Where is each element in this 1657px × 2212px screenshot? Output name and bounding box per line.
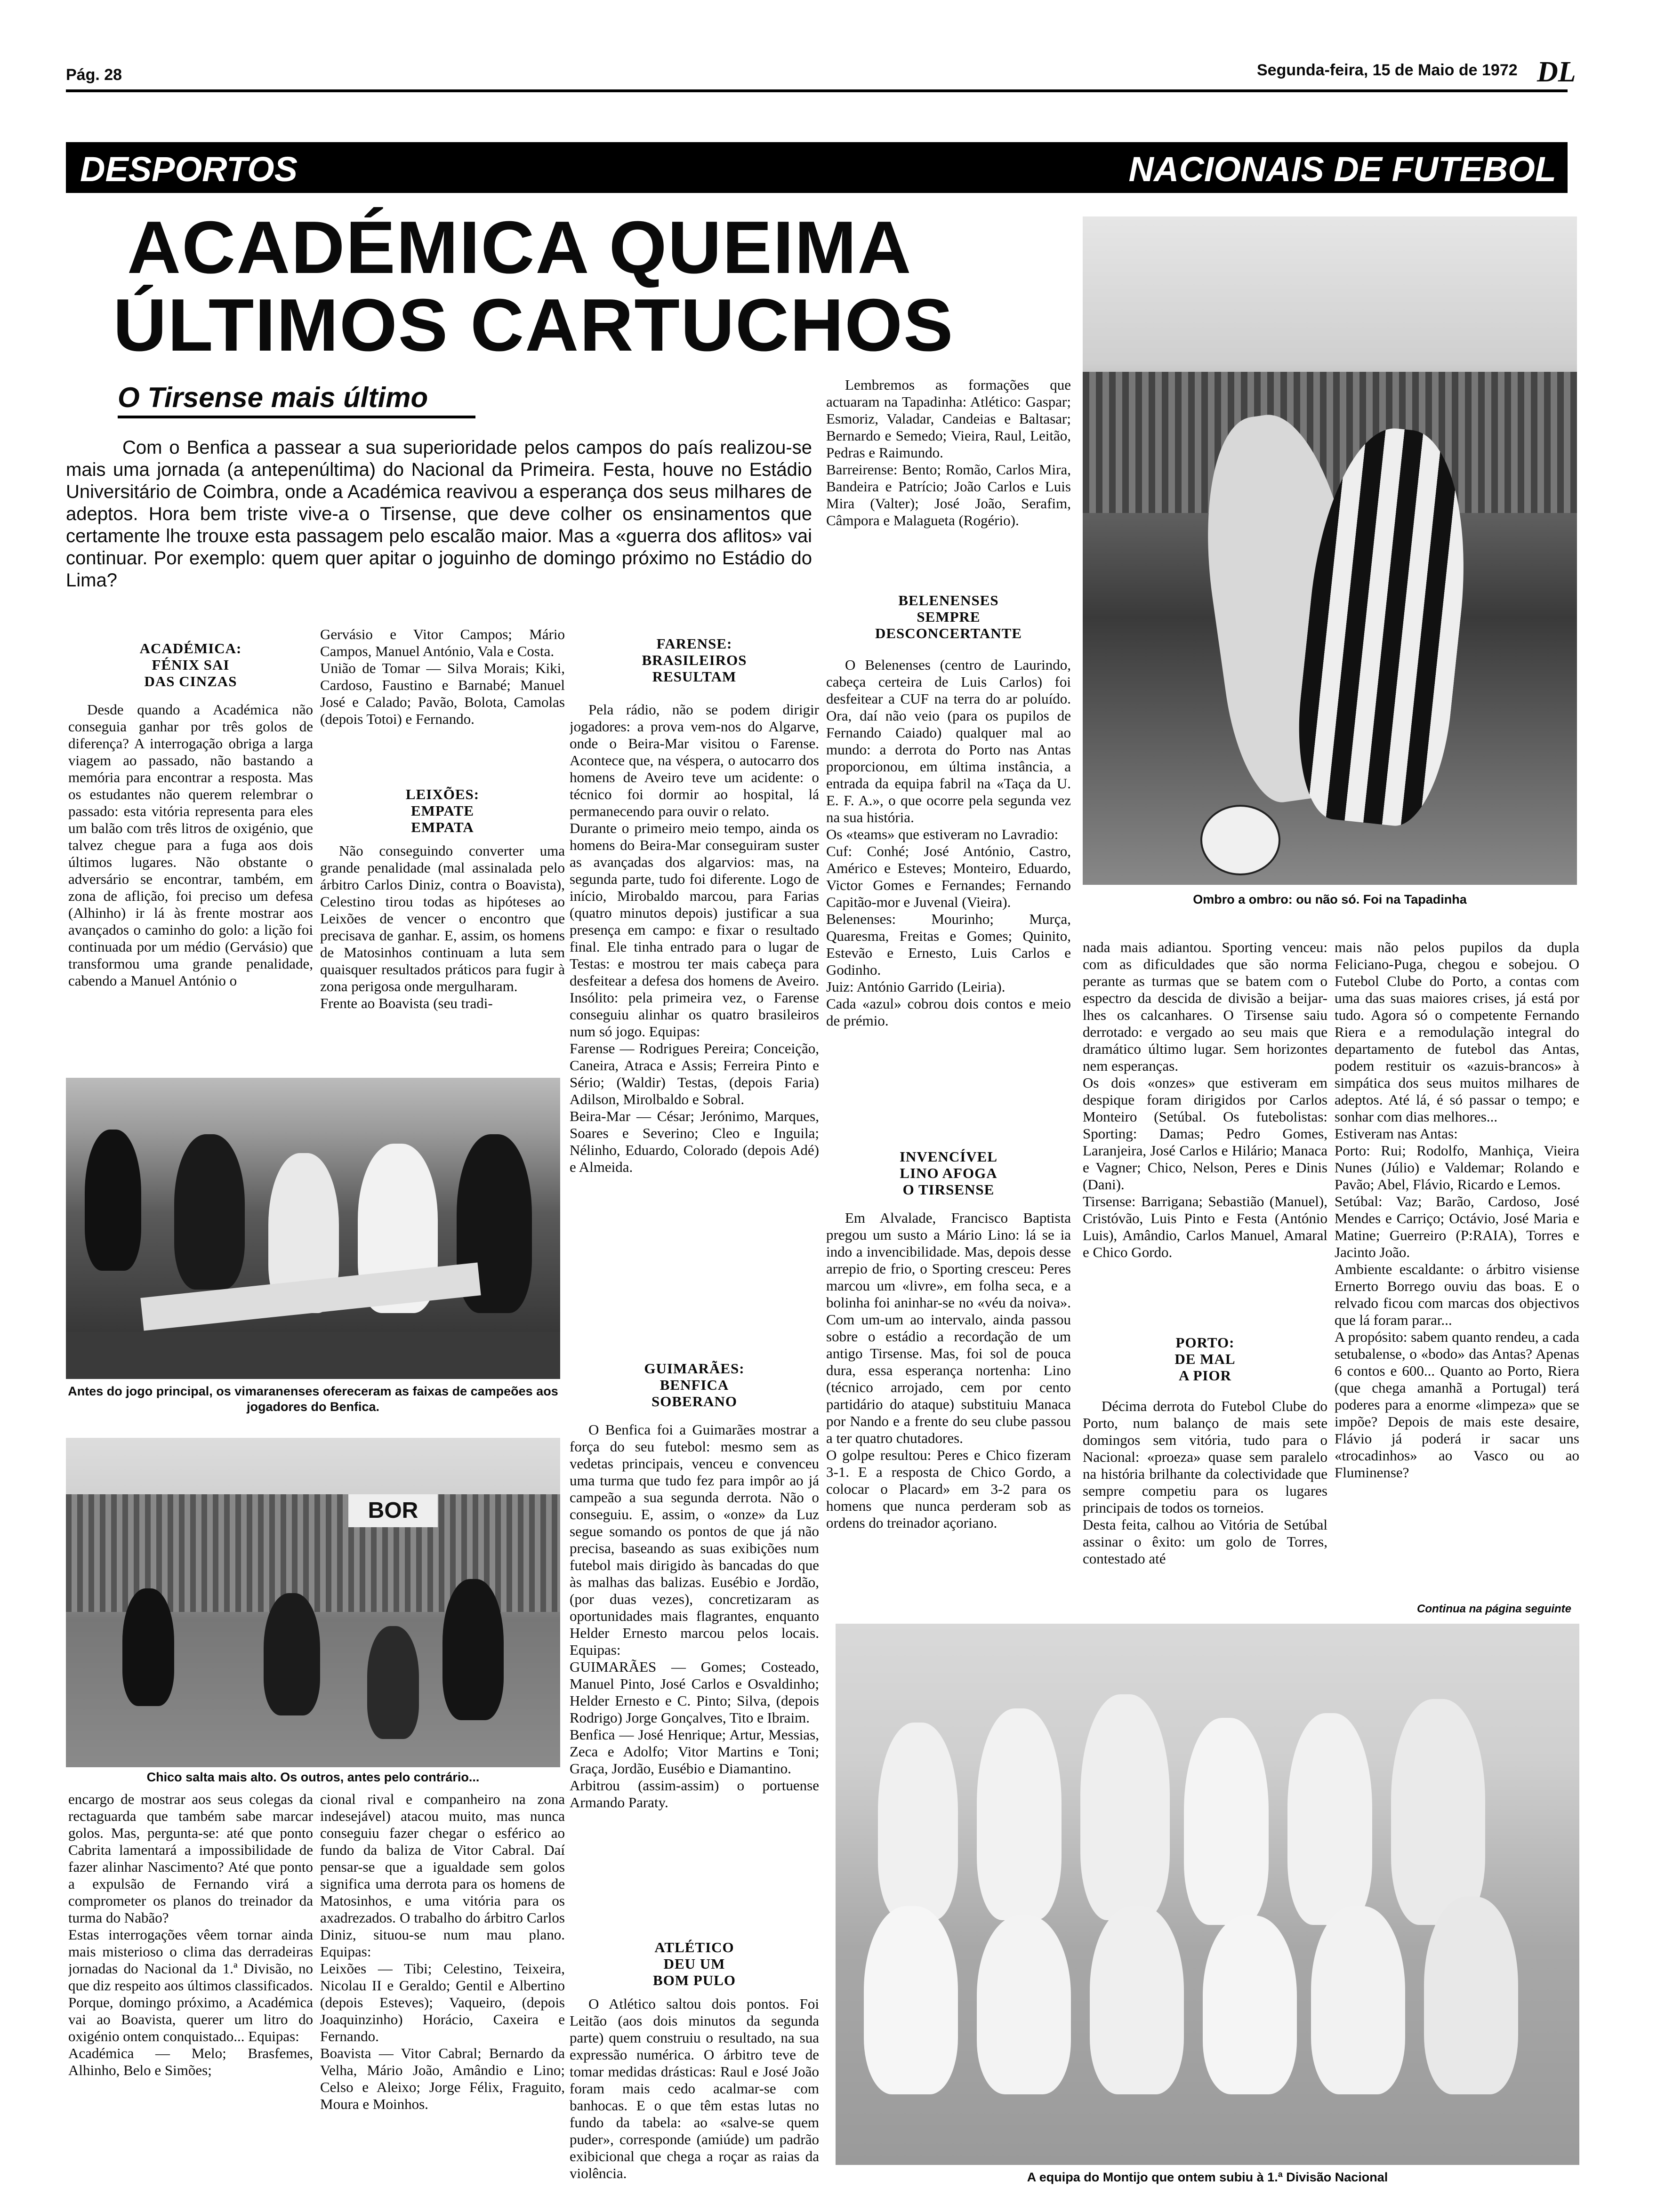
caption-team: A equipa do Montijo que ontem subiu à 1.ª Divisão Nacional [1027, 2170, 1388, 2184]
col1-subhead: ACADÉMICA: FÉNIX SAI DAS CINZAS [139, 640, 242, 689]
caption-header: Chico salta mais alto. Os outros, antes pelo contrário... [146, 1770, 480, 1784]
section-label-right: NACIONAIS DE FUTEBOL [1128, 150, 1556, 189]
col1-text-b: encargo de mostrar aos seus colegas da rectaguarda que também sabe marcar golos. Mas, pergunta-se: até que ponto Cabrita lamentará a impossibilidade de fazer alinhar Nascimento? Até que ponto a expulsão de Fernando virá a comprometer os planos do treinador da turma do Nabão? Estas interrogações vêem tornar ainda mais misterioso o clima das derradeiras jornadas do Nacional da 1.ª Divisão, no que diz respeito aos últimos classificados. Porque, domingo próximo, a Académica vai ao Boavista, querer um litro do oxigénio ontem conquistado... Equipas: Académica — Melo; Brasfemes, Alhinho, Belo e Simões; [68, 1791, 313, 2078]
page-date: Segunda-feira, 15 de Maio de 1972 [1257, 61, 1518, 79]
col5-text-a: nada mais adiantou. Sporting venceu: com as dificuldades que são norma perante as turmas que se batem com o espectro da descida de divisão a beijar-lhes os calcanhares. O Tirsense saiu derrotado: e vergado ao seu mais que dramático último lugar. Sem horizontes nem esperanças. Os dois «onzes» que estiveram em despique foram dirigidos por Carlos Monteiro (Setúbal. Os futebolistas: Sporting: Damas; Pedro Gomes, Laranjeira, José Carlos e Hilário; Manaca e Vagner; Chico, Nelson, Peres e Dinis (Dani). Tirsense: Barrigana; Sebastião (Manuel), Cristóvão, Luis Pinto e Festa (António Luis), Amândio, Carlos Manuel, Amaral e Chico Gordo. [1083, 939, 1327, 1260]
subheadline: O Tirsense mais último [118, 381, 475, 418]
col1-text-a: Desde quando a Académica não conseguia ganhar por três golos de diferença? A interrogação obriga a larga viagem ao passado, não bastando a memória para encontrar a resposta. Mas os estudantes não querem relembrar o passado: esta vitória representa para eles um balão com três litros de oxigénio, que talvez chegue para a fuga aos dois últimos lugares. Não obstante o adversário se encontrar, também, em zona de aflição, foi preciso um defesa (Alhinho) ir lá às frente mostrar aos avançados o caminho do golo: a lição foi continuada por um médio (Gervásio) que transformou uma grande penalidade, cabendo a Manuel António o [68, 701, 313, 989]
headline-line-1: ACADÉMICA QUEIMA [127, 206, 912, 289]
headline-line-2: ÚLTIMOS CARTUCHOS [113, 284, 954, 367]
col4-text-a: Lembremos as formações que actuaram na Tapadinha: Atlético: Gaspar; Esmoriz, Valadar, Candeias e Baltasar; Bernardo e Semedo; Vieira, Raul, Leitão, Pedras e Raimundo. Barreirense: Bento; Romão, Carlos Mira, Bandeira e Patrício; João Carlos e Luis Mira (Valter); José João, Serafim, Câmpora e Malagueta (Rogério). [826, 377, 1071, 529]
photo-shoulder-to-shoulder [1083, 216, 1577, 885]
col2-text-c: cional rival e companheiro na zona indesejável) atacou muito, mas nunca conseguiu fazer chegar o esférico ao fundo da baliza de Vitor Cabral. Daí pensar-se que a igualdade sem golos significa uma derrota para os homens de Matosinhos, e uma vitória para os axadrezados. O trabalho do árbitro Carlos Diniz, situou-se num mau plano. Equipas: Leixões — Tibi; Celestino, Teixeira, Nicolau II e Geraldo; Gentil e Albertino (depois Esteves); Vaqueiro, (depois Joaquinzinho) Horácio, Caxeira e Fernando. Boavista — Vitor Cabral; Bernardo da Velha, Mário João, Amândio e Lino; Celso e Aleixo; Jorge Félix, Fraguito, Moura e Moinhos. [320, 1791, 565, 2112]
col4-subhead-1: BELENENSES SEMPRE DESCONCERTANTE [875, 592, 1022, 641]
caption-shoulder: Ombro a ombro: ou não só. Foi na Tapadinha [1193, 892, 1467, 906]
col6-text: mais não pelos pupilos da dupla Feliciano-Puga, chegou e sobejou. O Futebol Clube do Porto, a contas com uma das suas maiores crises, já está por tudo. Agora só o competente Fernando Riera e a remodulação integral do departamento de futebol das Antas, podem restituir os «azuis-brancos» à simpática dos seus muitos milhares de adeptos. Até lá, é só passar o tempo; e sonhar com dias melhores... Estiveram nas Antas: Porto: Rui; Rodolfo, Manhiça, Vieira Nunes (Júlio) e Valdemar; Rolando e Pavão; Abel, Flávio, Ricardo e Lemos. Setúbal: Vaz; Barão, Cardoso, José Mendes e Carriço; Octávio, José Maria e Matine; Guerreiro (P:RAIA), Torres e Jacinto João. Ambiente escaldante: o árbitro visiense Ernerto Borrego ouviu das boas. E o relvado ficou com marcas dos objectivos que lá foram parar... A propósito: sabem quanto rendeu, a cada setubalense, o «bodo» das Antas? Apenas 6 contos e 600... Quanto ao Porto, Riera (que chega amanhã a Portugal) terá poderes para a enorme «limpeza» que se impõe? Depois de mais este desaire, Flávio já poderá ir sacar uns «trocadinhos» ao Vasco ou ao Fluminense? [1335, 939, 1579, 1481]
col4-text-b: O Belenenses (centro de Laurindo, cabeça certeira de Luis Carlos) foi desfeitear a CUF na terra do ar poluído. Ora, daí não veio (para os pupilos de Fernando Caiado) qualquer mal ao mundo: a derrota do Porto nas Antas proporcionou, em última instância, a entrada da equipa fabril na «Taça da U. E. F. A.», o que ocorre pela segunda vez na sua história. Os «teams» que estiveram no Lavradio: Cuf: Conhé; José António, Castro, Américo e Esteves; Monteiro, Eduardo, Victor Gomes e Fernandes; Fernando Capitão-mor e Juvenal (Vieira). Belenenses: Mourinho; Murça, Quaresma, Freitas e Gomes; Quinito, Estevão e Ernesto, Luis Carlos e Godinho. Juiz: António Garrido (Leiria). Cada «azul» cobrou dois contos e meio de prémio. [826, 657, 1071, 1029]
col2-text-a: Gervásio e Vitor Campos; Mário Campos, Manuel António, Vala e Costa. União de Tomar — Silva Morais; Kiki, Cardoso, Faustino e Barnabé; Manuel José e Calado; Pavão, Bolota, Camolas (depois Totoi) e Fernando. [320, 626, 565, 727]
col3-subhead-1: FARENSE: BRASILEIROS RESULTAM [642, 635, 747, 685]
col4-text-c: Em Alvalade, Francisco Baptista pregou um susto a Mário Lino: lá se ia indo a invencibilidade. Mas, depois desse arrepio de frio, o Sporting cresceu: Peres marcou um «livre», em folha seca, e a bolinha foi aninhar-se no «véu da noiva». Com um-um ao intervalo, ainda passou sobre o estádio a recordação de um antigo Tirsense. Mas, foi sol de pouca dura, essa esperança nortenha: Lino (técnico arrojado, cem por cento partidário do ataque) substituiu Manaca por Nando e a frente do seu clube passou a ter quatro chutadores. O golpe resultou: Peres e Chico fizeram 3-1. E a resposta de Chico Gordo, a colocar o Placard» em 3-2 para os homens que nunca perderam sob as ordens do treinador açoriano. [826, 1210, 1071, 1531]
section-bar [66, 142, 1568, 193]
caption-fans: Antes do jogo principal, os vimaranenses ofereceram as faixas de campeões aos jogadores do Benfica. [68, 1384, 558, 1414]
col2-text-b: Não conseguindo converter uma grande penalidade (mal assinalada pelo árbitro Carlos Diniz, contra o Boavista), Celestino tirou todas as hipóteses ao Leixões de vencer o encontro que precisava de ganhar. E, assim, os homens de Matosinhos continuam a luta sem quaisquer resultados práticos para fugir à zona perigosa onde mergulharam. Frente ao Boavista (seu tradi- [320, 842, 565, 1011]
col3-text-b: O Benfica foi a Guimarães mostrar a força do seu futebol: mesmo sem as vedetas principais, venceu e convenceu uma turma que tudo fez para impôr ao já campeão a sua segunda derrota. Não o conseguiu. E, assim, o «onze» da Luz segue somando os pontos de que já não precisa, baseando as suas exibições num futebol mais dirigido às bancadas do que às malhas das balizas. Eusébio e Jordão, (por duas vezes), concretizaram as oportunidades mais flagrantes, enquanto Helder Ernesto marcou pelos locais. Equipas: GUIMARÃES — Gomes; Costeado, Manuel Pinto, José Carlos e Osvaldinho; Helder Ernesto e C. Pinto; Silva, (depois Rodrigo) Jorge Gonçalves, Tito e Ibraim. Benfica — José Henrique; Artur, Messias, Zeca e Adolfo; Vitor Martins e Toni; Graça, Jordão, Eusébio e Diamantino. Arbitrou (assim-assim) o portuense Armando Paraty. [570, 1421, 819, 1811]
section-label-left: DESPORTOS [80, 150, 298, 189]
photo-montijo-team [836, 1624, 1579, 2165]
lead-paragraph: Com o Benfica a passear a sua superioridade pelos campos do país realizou-se mais uma jornada (a antepenúltima) do Nacional da Primeira. Festa, houve no Estádio Universitário de Coimbra, onde a Académica reavivou a esperança dos seus milhares de adeptos. Hora bem triste vive-a o Tirsense, que deve colher os ensinamentos que certamente lhe trouxe esta passagem pelo escalão maior. Mas a «guerra dos aflitos» vai continuar. Por exemplo: quem quer apitar o joguinho de domingo próximo no Estádio do Lima? [66, 437, 812, 591]
scoreboard-sign: BOR [348, 1494, 438, 1527]
header-rule [66, 89, 1568, 92]
col5-subhead: PORTO: DE MAL A PIOR [1174, 1334, 1236, 1384]
col5-text-b: Décima derrota do Futebol Clube do Porto, num balanço de mais sete domingos sem vitória, tudo para o Nacional: «proeza» quase sem paralelo na história brilhante da colectividade que sempre competiu para os lugares principais de todos os torneios. Desta feita, calhou ao Vitória de Setúbal assinar o êxito: um golo de Torres, contestado até [1083, 1398, 1327, 1567]
col3-text-a: Pela rádio, não se podem dirigir jogadores: a prova vem-nos do Algarve, onde o Beira-Mar visitou o Farense. Acontece que, na véspera, o autocarro dos homens de Aveiro teve um acidente: o técnico foi dormir ao hospital, lá permanecendo para ouvir o relato. Durante o primeiro meio tempo, ainda os homens do Beira-Mar conseguiram suster as avançadas dos algarvios: mas, na segunda parte, tudo foi diferente. Logo de início, Mirobaldo marcou, para Farias (quatro minutos depois) justificar a sua presença em campo: e fixar o resultado final. Ele tinha entrado para o lugar de Testas: e mostrou ter mais cabeça para desfeitear a defesa dos homens de Aveiro. Insólito: pela primeira vez, o Farense conseguiu alinhar os quatro brasileiros num só jogo. Equipas: Farense — Rodrigues Pereira; Conceição, Caneira, Atraca e Assis; Ferreira Pinto e Sério; (Waldir) Testas, (depois Faria) Adilson, Mirolbaldo e Sobral. Beira-Mar — César; Jerónimo, Marques, Soares e Severino; Cleo e Inguila; Nélinho, Eduardo, Colorado (depois Adé) e Almeida. [570, 701, 819, 1175]
col3-subhead-3: ATLÉTICO DEU UM BOM PULO [577, 1939, 812, 1988]
photo-header-jump [66, 1438, 560, 1767]
continue-note: Continua na página seguinte [1417, 1603, 1572, 1615]
col2-subhead: LEIXÕES: EMPATE EMPATA [405, 786, 480, 835]
col3-subhead-2: GUIMARÃES: BENFICA SOBERANO [644, 1360, 745, 1410]
col3-text-c: O Atlético saltou dois pontos. Foi Leitão (aos dois minutos da segunda parte) quem construiu o resultado, na sua expressão numérica. O árbitro teve de tomar medidas drásticas: Raul e José João foram mais cedo acalmar-se com banhocas. E o que têm estas lutas no fundo da tabela: ao «salve-se quem puder», corresponde (amiúde) um padrão exibicional que chega a roçar as raias da violência. [570, 1996, 819, 2184]
photo-fans-banners [66, 1078, 560, 1379]
col4-subhead-2: INVENCÍVEL LINO AFOGA O TIRSENSE [899, 1148, 998, 1198]
page-number: Pág. 28 [66, 66, 122, 84]
newspaper-logo: DL [1537, 56, 1576, 88]
